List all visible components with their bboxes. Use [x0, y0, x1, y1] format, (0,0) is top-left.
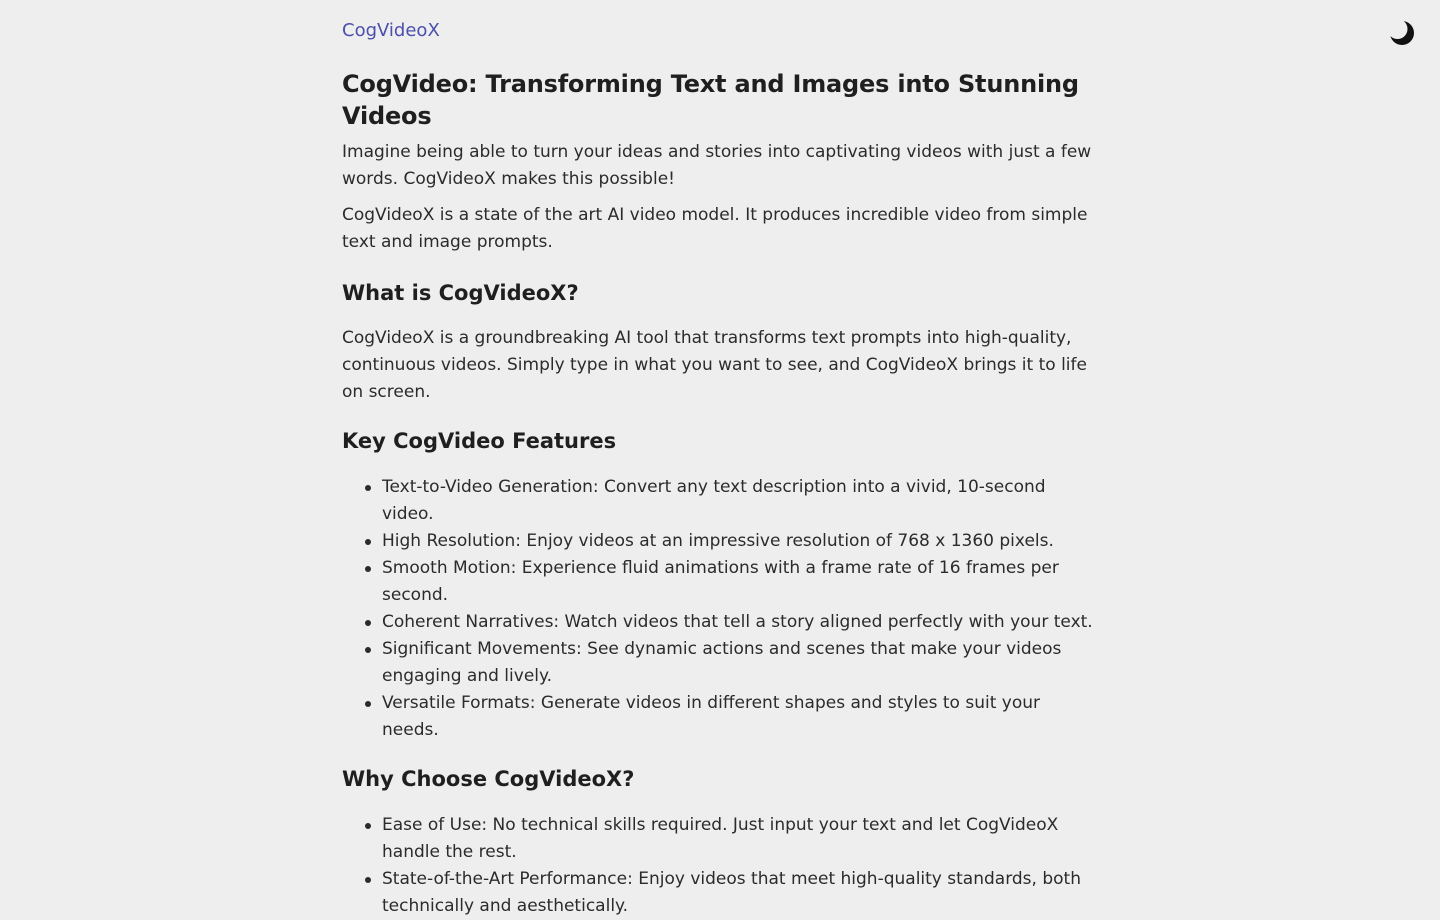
- list-item: State-of-the-Art Performance: Enjoy videos that meet high-quality standards, both technically and aesthetically.: [382, 866, 1102, 920]
- features-list: [342, 474, 1102, 744]
- intro-paragraph: Imagine being able to turn your ideas and stories into captivating videos with just a few words. CogVideoX makes this possible!: [342, 142, 1092, 189]
- list-item: Ease of Use: No technical skills required. Just input your text and let CogVideoX handle the rest.: [382, 812, 1102, 866]
- list-item: Significant Movements: See dynamic actions and scenes that make your videos engaging and lively.: [382, 636, 1102, 690]
- list-item: Smooth Motion: Experience fluid animations with a frame rate of 16 frames per second.: [382, 555, 1102, 609]
- brand-link[interactable]: CogVideoX: [342, 20, 440, 41]
- why-list: [342, 812, 1102, 920]
- intro-paragraph: CogVideoX is a state of the art AI video model. It produces incredible video from simple text and image prompts.: [342, 205, 1088, 252]
- list-item: Coherent Narratives: Watch videos that tell a story aligned perfectly with your text.: [382, 609, 1102, 636]
- section-heading-what: What is CogVideoX?: [342, 281, 579, 305]
- section-heading-why: Why Choose CogVideoX?: [342, 767, 635, 791]
- list-item: High Resolution: Enjoy videos at an impressive resolution of 768 x 1360 pixels.: [382, 528, 1102, 555]
- moon-icon: [1389, 20, 1415, 46]
- what-paragraph: CogVideoX is a groundbreaking AI tool that transforms text prompts into high-quality, continuous videos. Simply type in what you want to see, and CogVideoX brings it to life on screen.: [342, 328, 1087, 402]
- theme-toggle-button[interactable]: [1389, 20, 1415, 46]
- section-heading-features: Key CogVideo Features: [342, 429, 617, 453]
- content-column: [342, 0, 1102, 920]
- list-item: Text-to-Video Generation: Convert any text description into a vivid, 10-second video.: [382, 474, 1102, 528]
- list-item: Versatile Formats: Generate videos in different shapes and styles to suit your needs.: [382, 690, 1102, 744]
- page-title: CogVideo: Transforming Text and Images into Stunning Videos: [342, 70, 1079, 130]
